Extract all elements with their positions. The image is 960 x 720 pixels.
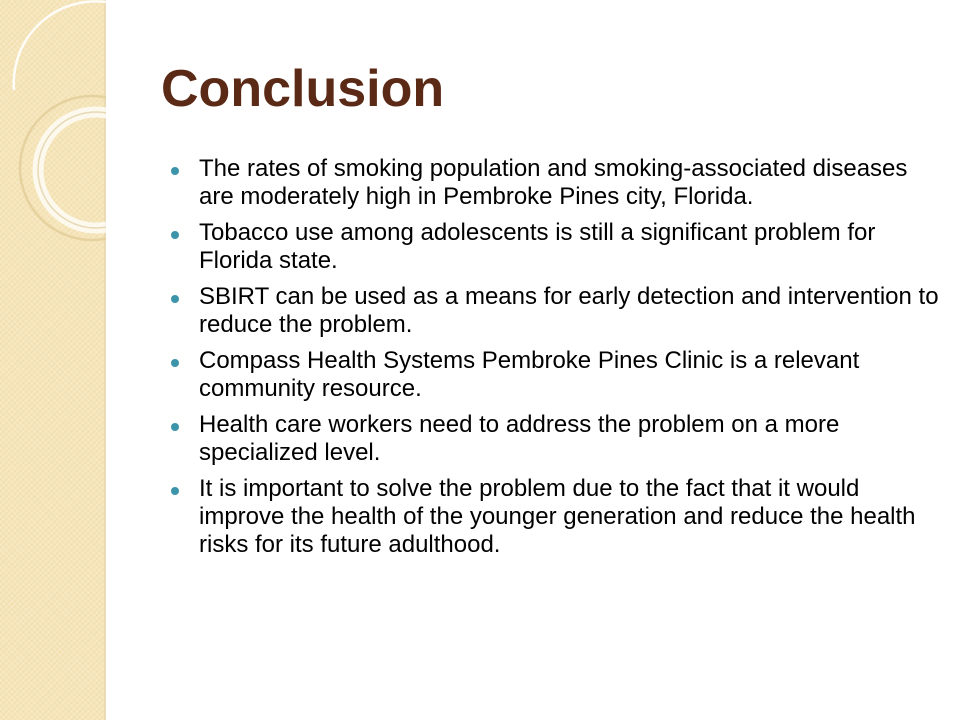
bullet-dot-icon: [171, 423, 179, 431]
bullet-text: The rates of smoking population and smoking-associated diseases are moderately high in Pembroke Pines city, Florida.: [199, 155, 908, 210]
bullet-list: [199, 155, 939, 567]
bullet-item: [199, 155, 939, 211]
bullet-dot-icon: [171, 487, 179, 495]
bullet-dot-icon: [171, 167, 179, 175]
bullet-item: [199, 283, 939, 339]
bullet-item: [199, 219, 939, 275]
bullet-text: Health care workers need to address the problem on a more specialized level.: [199, 411, 840, 466]
bullet-text: SBIRT can be used as a means for early detection and intervention to reduce the problem.: [199, 283, 939, 338]
bullet-dot-icon: [171, 359, 179, 367]
decorative-side-band: [0, 0, 106, 720]
bullet-text: Tobacco use among adolescents is still a significant problem for Florida state.: [199, 219, 876, 274]
bullet-text: Compass Health Systems Pembroke Pines Clinic is a relevant community resource.: [199, 347, 860, 402]
slide-title: Conclusion: [161, 60, 445, 118]
bullet-item: [199, 411, 939, 467]
bullet-item: [199, 475, 939, 559]
bullet-text: It is important to solve the problem due to the fact that it would improve the health of the younger generation and reduce the health risks for its future adulthood.: [199, 475, 916, 558]
bullet-item: [199, 347, 939, 403]
side-band-edge: [104, 0, 106, 720]
bullet-dot-icon: [171, 231, 179, 239]
bullet-dot-icon: [171, 295, 179, 303]
